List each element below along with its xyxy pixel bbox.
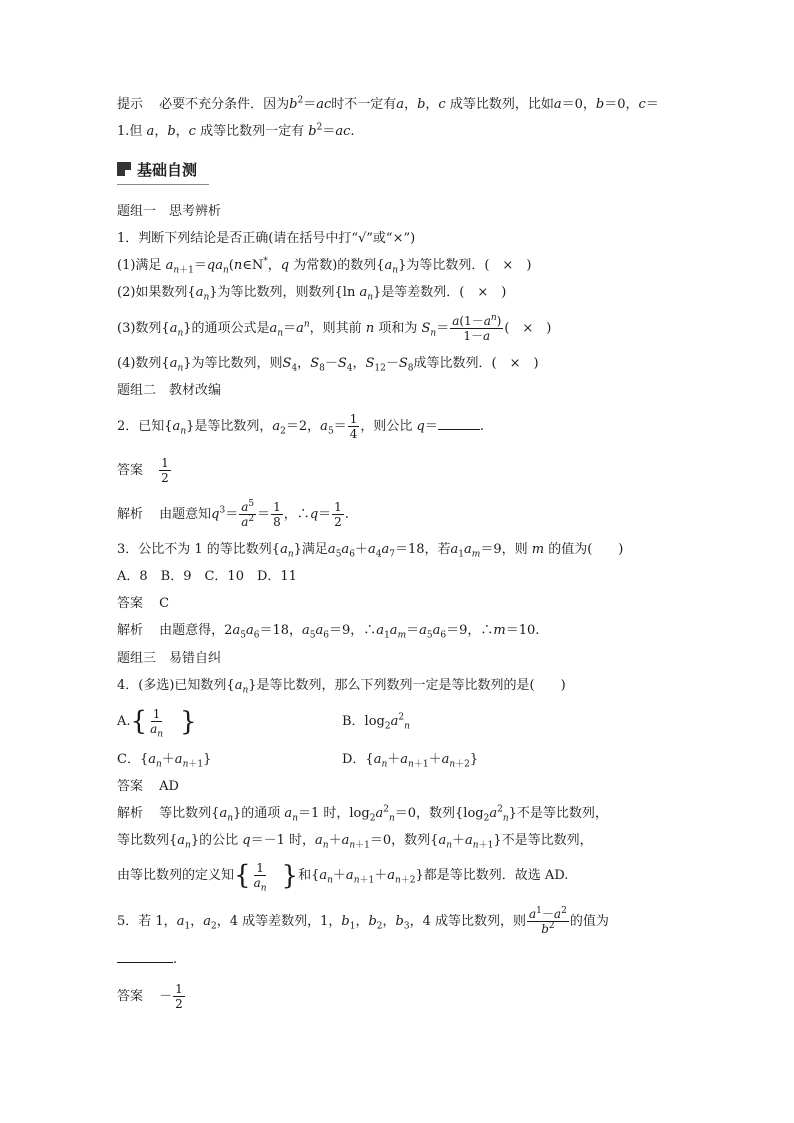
q4-options-row-1	[117, 704, 410, 740]
q4-an3-b: 和{	[298, 868, 320, 883]
q2-answer-label: 答案	[117, 463, 144, 478]
hint-line-1: 提示 必要不充分条件．因为$b^2=ac$时不一定有a，b，c 成等比数列，比如a＝0，b＝0，c＝	[117, 95, 659, 112]
q1-item2-b: }为等比数列，则数列{ln	[209, 285, 360, 300]
q5-answer-fraction: $\frac{1}{2}$	[175, 982, 183, 1011]
q1-item4-c: 成等比数列．( × )	[413, 356, 539, 371]
group-2-title: 题组二 教材改编	[117, 383, 222, 398]
q4-an2-d: ，数列{	[391, 833, 439, 848]
q5-fraction: $\frac{a^1-a^2}{b^2}$	[529, 906, 567, 936]
q4-option-b: B．$\log_2a^2_n$	[342, 712, 410, 732]
q5-answer-label: 答案	[117, 989, 144, 1004]
group-1-title: 题组一 思考辨析	[117, 204, 222, 219]
q3-analysis-a: 由题意得，	[159, 623, 225, 638]
q1-item3-e: ( × )	[504, 321, 552, 336]
q1-item2-c: }是等差数列．( × )	[373, 285, 507, 300]
q1-item-1: (1)满足 $a_{n+1}=qa_n(n\in N^*$，q 为常数)的数列$\{a_n\}$为等比数列．( × )	[117, 256, 532, 276]
q5-blank-line: .	[117, 950, 177, 969]
q2-analysis-frac-2: $\frac{1}{8}$	[273, 500, 281, 529]
q4-stem-b: }是等比数列，那么下列数列一定是等比数列的是( )	[248, 678, 566, 693]
hint-text-c: 成等比数列，比如	[449, 97, 554, 112]
q3-stem-b: }满足	[293, 542, 328, 557]
q5-answer-value: － $\frac{1}{2}$	[159, 982, 183, 1011]
q1-item-2: (2)如果数列$\{a_n\}$为等比数列，则数列{ln $a_n$}是等差数列．( × )	[117, 285, 507, 303]
q2-answer-blank	[438, 417, 480, 430]
q5-answer-blank	[117, 950, 173, 963]
q4-answer	[117, 778, 179, 796]
hint-line2-a: 1.但	[117, 124, 143, 139]
q2-stem: 2．已知$\{a_n\}$是等比数列，$a_2=2$，$a_5=$ $\frac{1}{4}$ ，则公比 q＝ .	[117, 412, 484, 441]
q2-fraction-quarter: $\frac{1}{4}$	[349, 412, 358, 441]
q4-answer-value: AD	[159, 779, 179, 794]
q4-stem-a: 4．(多选)已知数列{	[117, 678, 235, 693]
q1-item1-a: (1)满足	[117, 258, 162, 273]
q4-analysis-label: 解析	[117, 806, 144, 821]
q2-stem-a: 2．已知{	[117, 419, 173, 434]
q4-an2-b: }的公比	[190, 833, 239, 848]
q2-stem-c: ，则公比	[360, 419, 413, 434]
section-title: 基础自测	[137, 161, 198, 179]
q5-stem: 5．若 1，$a_1$，$a_2$，4 成等差数列，1，$b_1$，$b_2$，$b_3$，4 成等比数列，则 $\frac{a^1-a^2}{b^2}$ 的值为	[117, 906, 609, 936]
section-header	[117, 158, 209, 185]
q4-an2-c: 时，	[289, 833, 316, 848]
q4-option-d-label: D．{	[342, 752, 374, 767]
q5-stem-b: ，4 成等差数列，1，	[216, 914, 342, 929]
q1-item3-a: (3)数列{	[117, 321, 170, 336]
q4-analysis-1: 解析 等比数列$\{a_n\}$的通项 $a_n=1$ 时，$\log_2a^2_n=0$，数列$\{\log_2a^2_n\}$不是等比数列，	[117, 804, 608, 824]
q2-analysis-frac-3: $\frac{1}{2}$	[334, 500, 342, 529]
q3-analysis-b: ，∴	[350, 623, 377, 638]
hint-line-2: 1.但 a，b，c 成等比数列一定有 $b^2=ac$.	[117, 122, 355, 139]
q1-item1-c: }为等比数列．( × )	[398, 258, 532, 273]
hint-line2-b: 成等比数列一定有	[200, 124, 305, 139]
q1-item-3: (3)数列$\{a_n\}$的通项公式是$a_n=a^n$，则其前 n 项和为 $S_n=$ $\frac{a(1-a^n)}{1-a}$ ( × )	[117, 313, 552, 343]
q4-option-a-fraction: $\frac{1}{a_n}$	[150, 707, 164, 740]
q3-options: A．8 B．9 C．10 D．11	[117, 569, 297, 584]
q4-option-a-label: A.	[117, 714, 131, 729]
q1-item3-c: ，则其前	[309, 321, 362, 336]
q3-answer	[117, 595, 169, 613]
q2-answer	[117, 454, 172, 488]
q4-options-row-2: C．$\{a_n+a_{n+1}\}$ D．$\{a_n+a_{n+1}+a_{n+2}\}$	[117, 752, 479, 770]
q5-stem-a: 5．若 1，	[117, 914, 177, 929]
q4-an3-a: 由等比数列的定义知	[117, 868, 235, 883]
q3-stem: 3．公比不为 1 的等比数列$\{a_n\}$满足$a_5a_6+a_4a_7=18$，若$a_1a_m=9$，则 m 的值为( )	[117, 542, 624, 560]
q4-an3-left-brace: {	[234, 860, 251, 891]
q1-item3-d: 项和为	[378, 321, 418, 336]
q4-stem: 4．(多选)已知数列$\{a_n\}$是等比数列，那么下列数列一定是等比数列的是( )	[117, 678, 566, 696]
q1-item1-b: 为常数)的数列{	[293, 258, 385, 273]
q4-answer-label: 答案	[117, 779, 144, 794]
q4-an1-c: 时，log	[323, 806, 370, 821]
q2-analysis-b: ，∴	[283, 507, 310, 522]
q3-stem-c: ，若	[424, 542, 451, 557]
q4-left-brace: {	[130, 706, 148, 737]
q3-analysis: 解析 由题意得，$2a_5a_6=18$，$a_5a_6=9$，$\therefore a_1a_m=a_5a_6=9$，∴m＝10.	[117, 623, 540, 641]
q2-analysis-a: 由题意知	[159, 507, 212, 522]
q2-analysis: 解析 由题意知$q^3=$ $\frac{a^5}{a^2}$ ＝ $\frac{1}{8}$ ，∴q＝ $\frac{1}{2}$ .	[117, 499, 349, 529]
q4-an1-e: }不是等比数列，	[508, 806, 608, 821]
q2-analysis-frac-1: $\frac{a^5}{a^2}$	[241, 499, 255, 529]
q4-analysis-3: 由等比数列的定义知{ $\frac{1}{a_n}$ }和$\{a_n+a_{n+1}+a_{n+2}\}$都是等比数列．故选 AD.	[117, 860, 569, 894]
q4-an2-e: }不是等比数列，	[493, 833, 593, 848]
q3-answer-label: 答案	[117, 596, 144, 611]
q1-item3-b: }的通项公式是	[183, 321, 270, 336]
q2-stem-b: }是等比数列，	[186, 419, 273, 434]
q3-stem-e: 的值为( )	[548, 542, 624, 557]
q5-stem-c: ，4 成等比数列，则	[409, 914, 527, 929]
q4-an1-b: }的通项	[233, 806, 281, 821]
q4-an1-a: 等比数列{	[159, 806, 220, 821]
hint-label: 提示	[117, 97, 144, 112]
q1-sum-fraction: $\frac{a(1-a^n)}{1-a}$	[452, 313, 502, 343]
section-square-icon	[117, 162, 131, 176]
q4-option-d: D．$\{a_n+a_{n+1}+a_{n+2}\}$	[342, 752, 479, 770]
hint-text: 必要不充分条件．因为	[159, 97, 290, 112]
q4-an3-fraction: $\frac{1}{a_n}$	[253, 861, 267, 894]
q4-an2-a: 等比数列{	[117, 833, 178, 848]
q4-option-c-label: C．{	[117, 752, 149, 767]
group-3-title: 题组三 易错自纠	[117, 651, 222, 666]
q1-item4-a: (4)数列{	[117, 356, 170, 371]
q1-item4-b: }为等比数列，则	[183, 356, 283, 371]
q1-stem: 1．判断下列结论是否正确(请在括号中打“√”或“×”)	[117, 231, 416, 246]
hint-text-b: 时不一定有	[331, 97, 397, 112]
q4-an1-d: ，数列{log	[416, 806, 484, 821]
q4-option-b-label: B．log	[342, 714, 385, 729]
q3-stem-a: 3．公比不为 1 的等比数列{	[117, 542, 281, 557]
q4-an3-right-brace: }	[281, 860, 299, 891]
q3-answer-value: C	[159, 596, 170, 611]
q5-stem-d: 的值为	[569, 914, 609, 929]
q4-right-brace: }	[180, 706, 197, 737]
q2-answer-fraction: $\frac{1}{2}$	[161, 456, 169, 485]
q4-an3-c: }都是等比数列．故选 AD.	[415, 868, 569, 883]
q3-analysis-label: 解析	[117, 623, 144, 638]
q5-answer	[117, 980, 186, 1014]
q3-stem-d: ，则	[501, 542, 528, 557]
q1-item2-a: (2)如果数列{	[117, 285, 196, 300]
q1-item-4: (4)数列$\{a_n\}$为等比数列，则$S_4$，$S_8-S_4$，$S_{12}-S_8$成等比数列．( × )	[117, 356, 539, 374]
q2-analysis-label: 解析	[117, 507, 144, 522]
q4-analysis-2: 等比数列$\{a_n\}$的公比 q＝－1 时，$a_n+a_{n+1}=0$，数列$\{a_n+a_{n+1}\}$不是等比数列，	[117, 833, 593, 851]
